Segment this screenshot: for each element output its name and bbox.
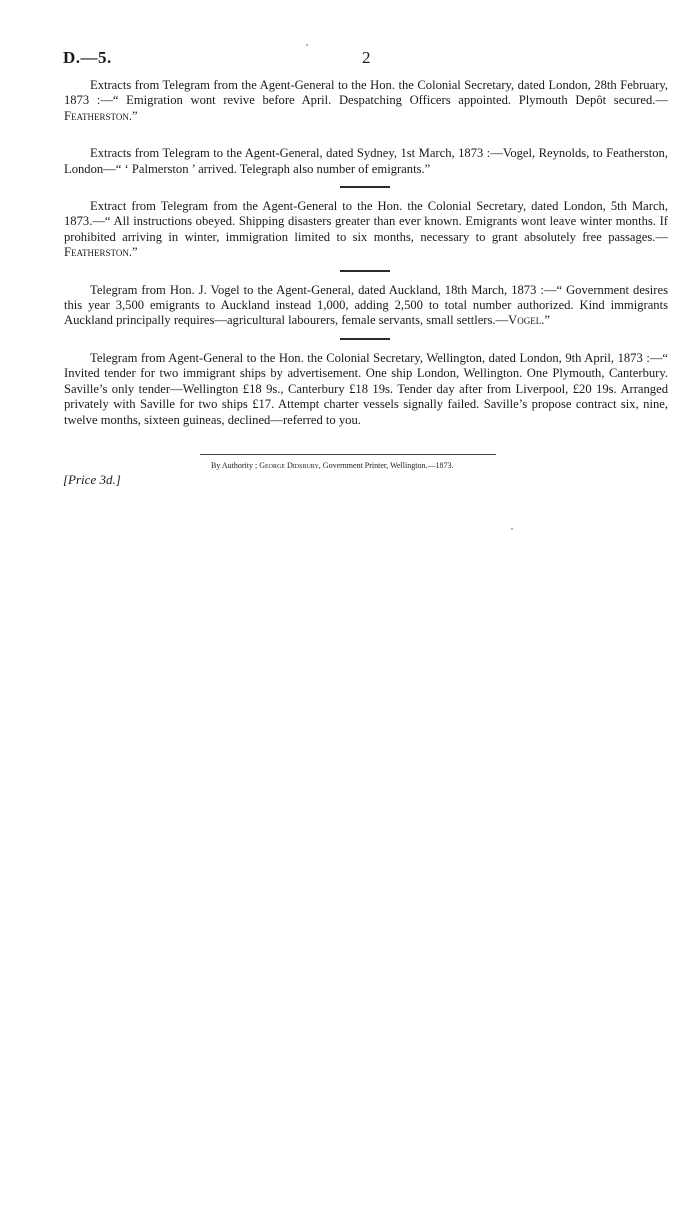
printer-name: George Didsbury bbox=[259, 461, 319, 470]
paragraph-text: Telegram from Hon. J. Vogel to the Agent-General, dated Auckland, 18th March, 1873 :—“ Government desires this year 3,500 emigrants to Auckland instead 1,000, adding 2,500 to total number authorized. Kind immigrants Auckland principally requires—agricultural labourers, female servants, small settlers.— bbox=[64, 282, 668, 328]
page-number: 2 bbox=[362, 48, 371, 67]
signature: Featherston bbox=[64, 108, 129, 123]
paragraph-text: Extracts from Telegram to the Agent-General, dated Sydney, 1st March, 1873 :—Vogel, Reynolds, to Featherston, London—“ ‘ Palmerston ’ arrived. Telegraph also number of emigrants.” bbox=[64, 146, 668, 176]
document-body bbox=[64, 78, 668, 428]
telegram-paragraph-4 bbox=[64, 283, 668, 329]
telegram-paragraph-3 bbox=[64, 199, 668, 261]
separator-rule bbox=[64, 177, 668, 199]
imprint-suffix: , Government Printer, Wellington.—1873. bbox=[318, 461, 454, 470]
document-reference: D.—5. bbox=[63, 48, 112, 67]
paragraph-text: Extract from Telegram from the Agent-General to the Hon. the Colonial Secretary, dated London, 5th March, 1873.—“ All instructions obeyed. Shipping disasters greater than ever known. Emigrants wont leave winter months. If prohibited arriving in winter, immigration limited to six months, necessary to grant absolutely free passages.— bbox=[64, 199, 668, 244]
separator-rule bbox=[64, 261, 668, 283]
paragraph-text: Telegram from Agent-General to the Hon. the Colonial Secretary, Wellington, dated London, 9th April, 1873 :—“ Invited tender for two immigrant ships by advertisement. One ship London, Wellington. One Plymouth, Canterbury. Saville’s only tender—Wellington £18 9s., Canterbury £18 19s. Tender day after from Liverpool, £20 19s. Arranged privately with Saville for two ships £17. Attempt charter vessels signally failed. Saville’s propose contract six, nine, twelve months, sixteen guineas, declined—referred to you. bbox=[64, 350, 668, 427]
telegram-paragraph-1 bbox=[64, 78, 668, 124]
paragraph-closing: .” bbox=[541, 313, 550, 328]
paper-speck bbox=[306, 44, 308, 46]
paper-speck bbox=[511, 528, 513, 530]
price-label: [Price 3d.] bbox=[63, 472, 121, 487]
paragraph-closing: .” bbox=[128, 245, 138, 260]
rule-line bbox=[340, 338, 390, 340]
rule-line bbox=[340, 186, 390, 188]
rule-line bbox=[340, 270, 390, 272]
imprint-prefix: By Authority ; bbox=[211, 461, 260, 470]
paragraph-closing: .” bbox=[128, 108, 138, 123]
paragraph-text: Extracts from Telegram from the Agent-General to the Hon. the Colonial Secretary, dated London, 28th February, 1873 :—“ Emigration wont revive before April. Despatching Officers appointed. Plymouth Depôt secured.— bbox=[64, 78, 668, 108]
printer-imprint bbox=[211, 461, 453, 470]
telegram-paragraph-5 bbox=[64, 351, 668, 428]
signature: Vogel bbox=[508, 313, 542, 328]
signature: Featherston bbox=[64, 245, 129, 260]
separator bbox=[64, 124, 668, 146]
footer-rule bbox=[200, 454, 496, 455]
separator-rule bbox=[64, 329, 668, 351]
telegram-paragraph-2 bbox=[64, 146, 668, 177]
